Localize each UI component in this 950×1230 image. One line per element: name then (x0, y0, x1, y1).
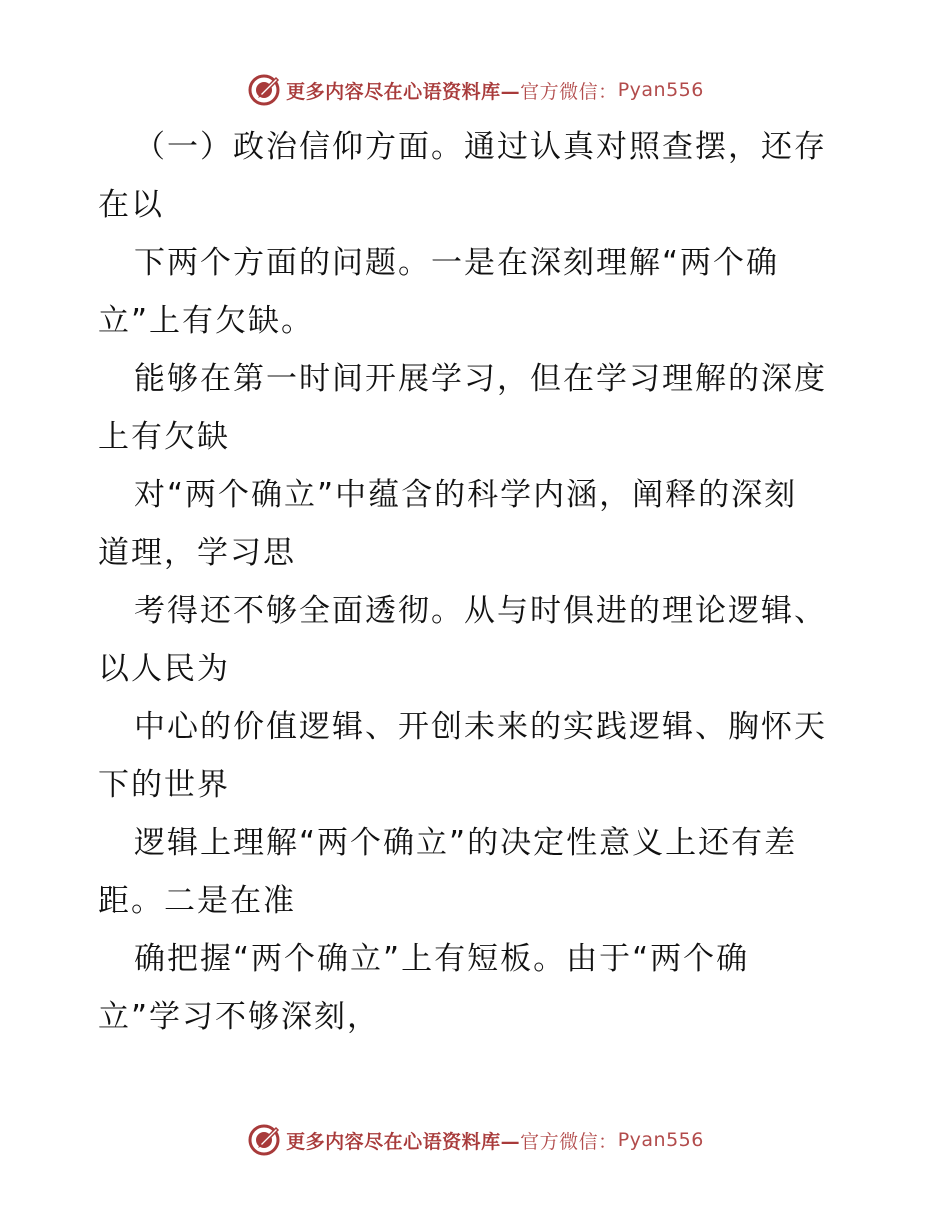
pen-logo-icon (246, 72, 282, 108)
footer-banner (0, 1120, 950, 1160)
pen-logo-icon (246, 1122, 282, 1158)
body-text (98, 118, 858, 1046)
footer-wechat-label: 官方微信： (520, 1130, 618, 1153)
text-line: 逻辑上理解“两个确立”的决定性意义上还有差 (134, 825, 798, 861)
text-line: 在以 (98, 187, 164, 223)
footer-brand-text: 更多内容尽在心语资料库— (286, 1130, 521, 1153)
header-banner (0, 70, 950, 110)
text-line: 立”上有欠缺。 (98, 303, 315, 339)
text-line: （一）政治信仰方面。通过认真对照查摆，还存 (134, 129, 827, 165)
text-line: 对“两个确立”中蕴含的科学内涵，阐释的深刻 (134, 477, 798, 513)
header-wechat-label: 官方微信： (520, 80, 618, 103)
text-line: 确把握“两个确立”上有短板。由于“两个确 (134, 941, 750, 977)
text-line: 考得还不够全面透彻。从与时俱进的理论逻辑、 (134, 593, 827, 629)
text-line: 距。二是在准 (98, 883, 296, 919)
text-line: 上有欠缺 (98, 419, 230, 455)
header-wechat-id: Pyan556 (617, 79, 704, 101)
text-line: 中心的价值逻辑、开创未来的实践逻辑、胸怀天 (134, 709, 827, 745)
text-line: 以人民为 (98, 651, 230, 687)
footer-wechat-id: Pyan556 (617, 1129, 704, 1151)
text-line: 下两个方面的问题。一是在深刻理解“两个确 (134, 245, 780, 281)
header-brand-text: 更多内容尽在心语资料库— (286, 80, 521, 103)
text-line: 能够在第一时间开展学习，但在学习理解的深度 (134, 361, 827, 397)
text-line: 下的世界 (98, 767, 230, 803)
text-line: 道理，学习思 (98, 535, 296, 571)
text-line: 立”学习不够深刻， (98, 999, 381, 1035)
